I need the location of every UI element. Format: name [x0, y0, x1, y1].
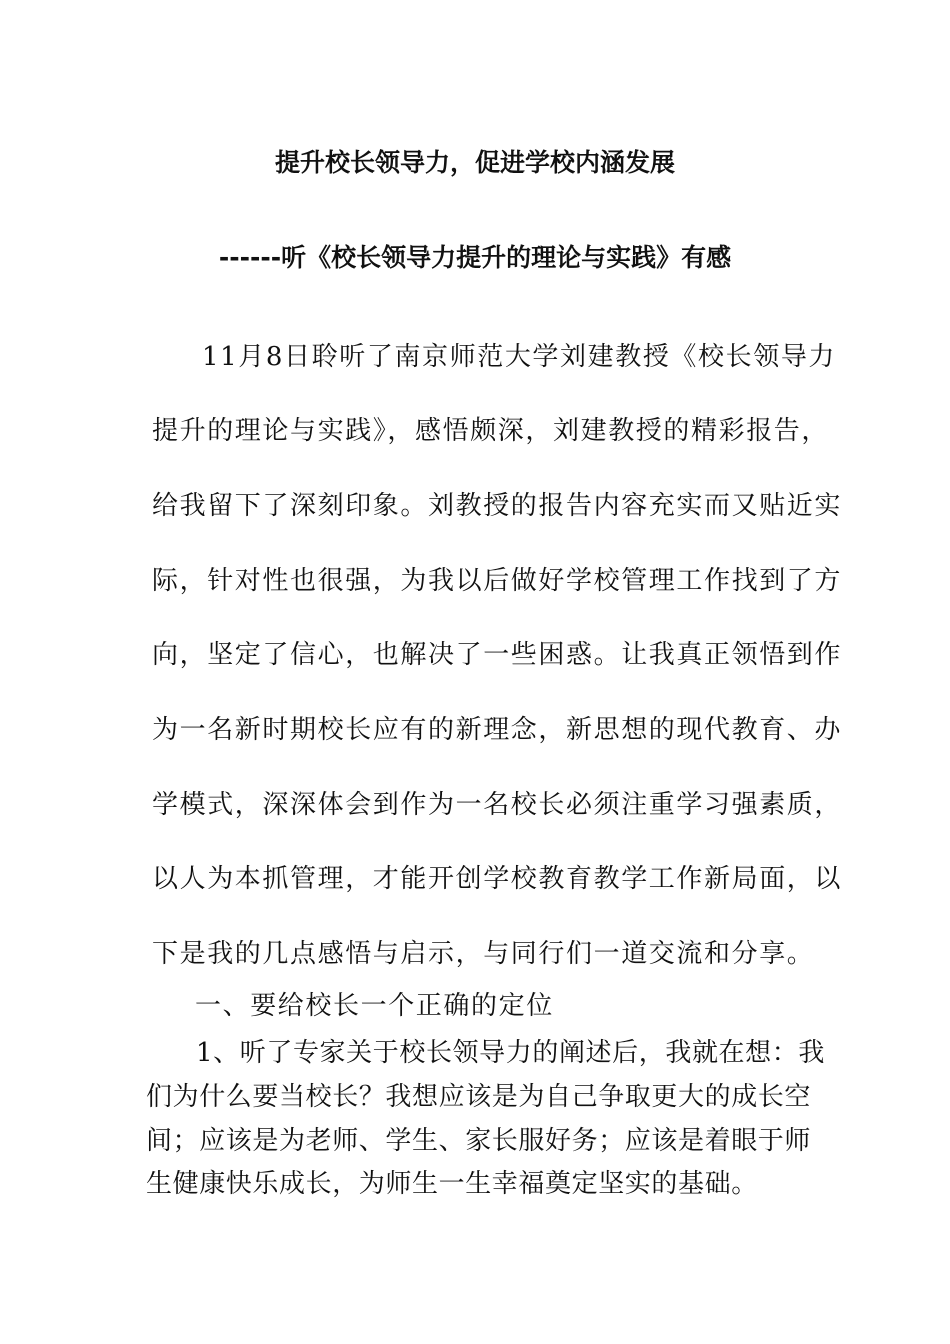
intro-line: 下是我的几点感悟与启示，与同行们一道交流和分享。 — [152, 939, 815, 969]
intro-line: 11月8日聆听了南京师范大学刘建教授《校长领导力 — [202, 342, 837, 372]
section-heading: 一、要给校长一个正确的定位 — [195, 991, 554, 1021]
intro-line: 给我留下了深刻印象。刘教授的报告内容充实而又贴近实 — [152, 491, 843, 521]
document-subtitle: ------听《校长领导力提升的理论与实践》有感 — [218, 243, 732, 272]
intro-line: 提升的理论与实践》，感悟颇深，刘建教授的精彩报告， — [152, 416, 830, 446]
intro-line: 学模式，深深体会到作为一名校长必须注重学习强素质， — [152, 790, 843, 820]
intro-line: 以人为本抓管理，才能开创学校教育教学工作新局面，以 — [152, 864, 843, 894]
intro-line: 际，针对性也很强，为我以后做好学校管理工作找到了方 — [152, 566, 843, 596]
point-line: 们为什么要当校长？我想应该是为自己争取更大的成长空 — [146, 1082, 812, 1112]
point-line: 间；应该是为老师、学生、家长服好务；应该是着眼于师 — [146, 1126, 812, 1156]
point-line: 生健康快乐成长，为师生一生幸福奠定坚实的基础。 — [146, 1169, 758, 1199]
intro-line: 向，坚定了信心，也解决了一些困惑。让我真正领悟到作 — [152, 640, 843, 670]
document-title: 提升校长领导力，促进学校内涵发展 — [274, 148, 675, 177]
point-line: 1、听了专家关于校长领导力的阐述后，我就在想：我 — [196, 1038, 825, 1068]
intro-line: 为一名新时期校长应有的新理念，新思想的现代教育、办 — [152, 715, 843, 745]
